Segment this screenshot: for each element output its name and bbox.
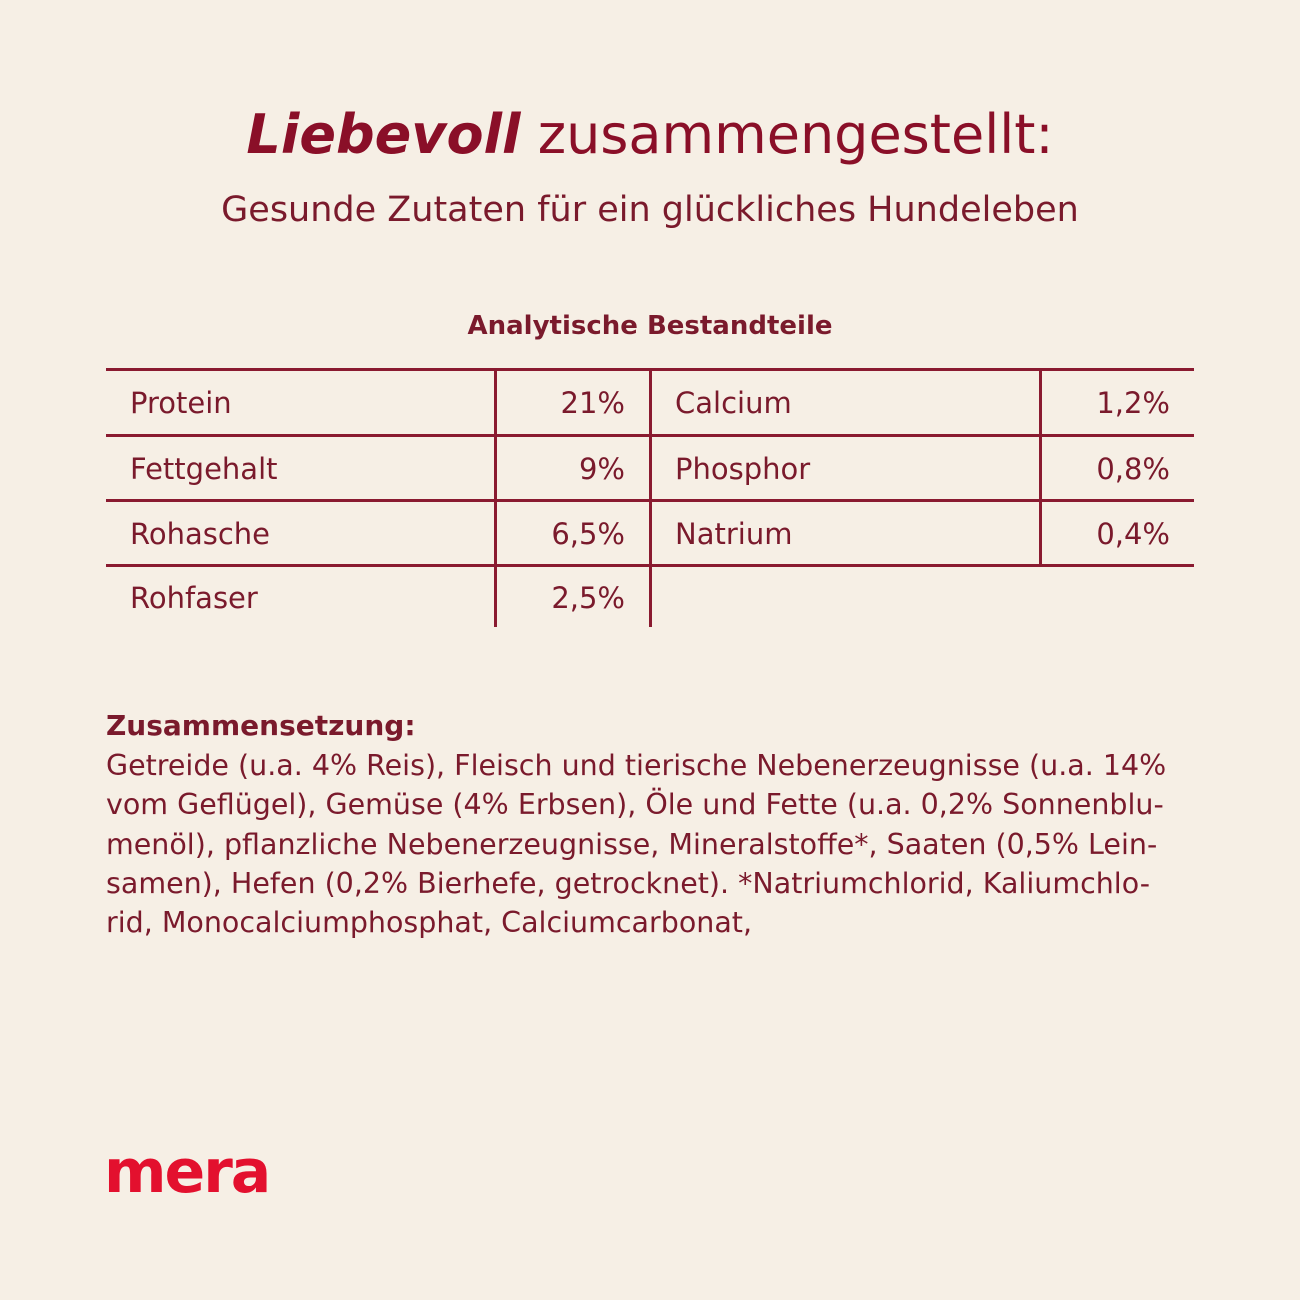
composition-heading: Zusammensetzung:: [106, 709, 416, 742]
nutrient-label: Rohasche: [130, 517, 271, 551]
composition-line: Getreide (u.a. 4% Reis), Fleisch und tierische Nebenerzeugnisse (u.a. 14%: [106, 749, 1167, 782]
table-divider: [1039, 369, 1042, 565]
nutrient-value: 0,4%: [1096, 517, 1170, 551]
nutrient-label: Protein: [130, 386, 232, 420]
nutrient-value: 1,2%: [1096, 386, 1170, 420]
title-bold: Liebevoll: [246, 103, 521, 166]
nutrient-value: 0,8%: [1096, 452, 1170, 486]
composition-line: rid, Monocalciumphosphat, Calciumcarbonat,: [106, 906, 753, 940]
nutrient-value: 6,5%: [551, 517, 625, 551]
composition-line: menöl), pflanzliche Nebenerzeugnisse, Mineralstoffe*, Saaten (0,5% Lein-: [106, 827, 1158, 861]
analytics-heading: Analytische Bestandteile: [467, 311, 833, 341]
brand-logo: mera: [104, 1137, 270, 1207]
title-rest: zusammengestellt:: [520, 103, 1054, 166]
composition-line: vom Geflügel), Gemüse (4% Erbsen), Öle und Fette (u.a. 0,2% Sonnenblu-: [106, 788, 1164, 822]
nutrient-value: 9%: [578, 452, 625, 486]
page-title: [0, 100, 1300, 170]
nutrient-label: Natrium: [675, 517, 793, 551]
table-divider: [649, 369, 652, 627]
nutrient-label: Calcium: [675, 386, 792, 420]
nutrient-label: Fettgehalt: [130, 452, 278, 486]
nutrient-value: 2,5%: [551, 581, 625, 615]
table-divider: [494, 369, 497, 627]
page-subtitle: Gesunde Zutaten für ein glückliches Hundeleben: [221, 190, 1079, 230]
nutrient-value: 21%: [560, 386, 625, 420]
nutrient-label: Phosphor: [675, 452, 811, 486]
composition-line: samen), Hefen (0,2% Bierhefe, getrocknet). *Natriumchlorid, Kaliumchlo-: [106, 866, 1150, 900]
nutrient-label: Rohfaser: [130, 581, 258, 615]
composition-text: [106, 746, 1196, 942]
